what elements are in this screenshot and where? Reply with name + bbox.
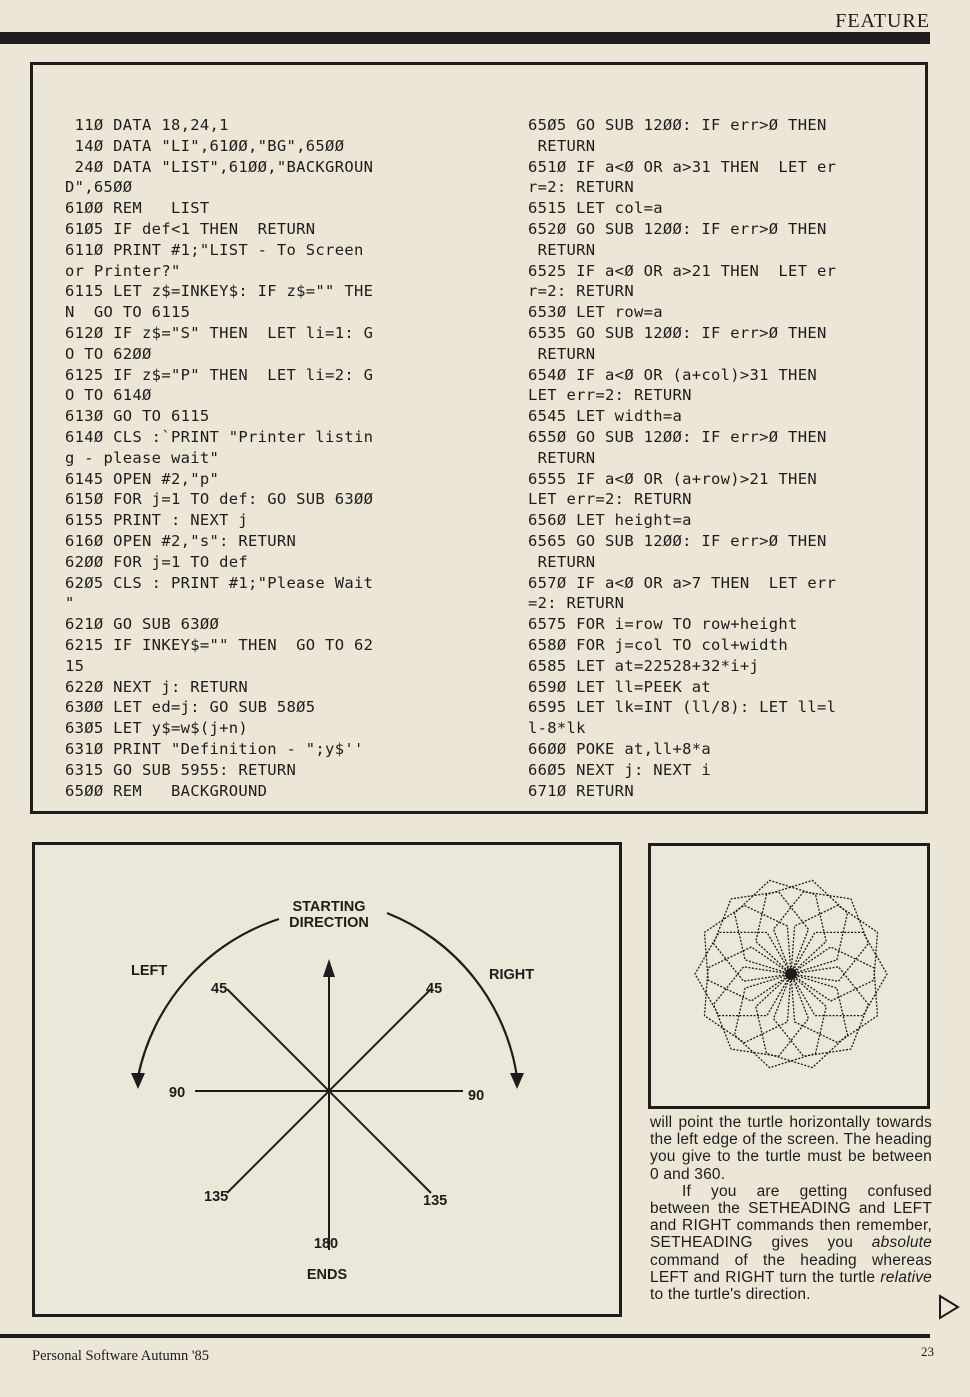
spirograph-pattern-image (651, 846, 927, 1106)
right-arc-arrow-icon (510, 1073, 524, 1089)
code-line: 652Ø GO SUB 12ØØ: IF err>Ø THEN (528, 219, 827, 238)
code-line: RETURN (528, 136, 596, 155)
code-line: 65Ø5 GO SUB 12ØØ: IF err>Ø THEN (528, 116, 827, 134)
code-line: LET err=2: RETURN (528, 490, 692, 509)
code-line: 6535 GO SUB 12ØØ: IF err>Ø THEN (528, 323, 827, 342)
up-arrow-icon (323, 959, 335, 977)
code-line: 611Ø PRINT #1;"LIST - To Screen (65, 240, 364, 259)
page-number: 23 (921, 1344, 934, 1359)
article-text (650, 1114, 932, 1303)
left-label: LEFT (131, 963, 168, 979)
code-line: 655Ø GO SUB 12ØØ: IF err>Ø THEN (528, 427, 827, 446)
label-90-left: 90 (169, 1085, 186, 1101)
code-line: 659Ø LET ll=PEEK at (528, 677, 712, 696)
code-line: 62Ø5 CLS : PRINT #1;"Please Wait (65, 573, 374, 592)
top-rule (0, 32, 930, 44)
turtle-pattern-picture (648, 843, 930, 1109)
left-arc (138, 919, 279, 1077)
code-line: 6515 LET col=a (528, 199, 663, 218)
code-line: 63Ø5 LET y$=w$(j+n) (65, 719, 249, 738)
code-line: 658Ø FOR j=col TO col+width (528, 635, 789, 654)
label-90-right: 90 (468, 1088, 485, 1104)
code-line: r=2: RETURN (528, 282, 634, 301)
code-line: 15 (65, 656, 85, 675)
code-line: 614Ø CLS :`PRINT "Printer listin (65, 427, 374, 446)
label-180: 180 (313, 1236, 339, 1252)
code-line: g - please wait" (65, 448, 220, 467)
label-135-left: 135 (204, 1189, 229, 1205)
right-label: RIGHT (489, 967, 535, 983)
code-line: 616Ø OPEN #2,"s": RETURN (65, 531, 297, 550)
code-line: 11Ø DATA 18,24,1 (65, 116, 229, 134)
code-line: 6525 IF a<Ø OR a>21 THEN LET er (528, 261, 837, 280)
code-line: RETURN (528, 448, 596, 467)
bottom-rule (0, 1334, 930, 1338)
turtle-direction-diagram (32, 842, 622, 1317)
code-line: 654Ø IF a<Ø OR (a+col)>31 THEN (528, 365, 817, 384)
left-arc-arrow-icon (131, 1073, 145, 1089)
code-line: 6145 OPEN #2,"p" (65, 469, 220, 488)
code-line: RETURN (528, 552, 596, 571)
code-line: LET err=2: RETURN (528, 386, 692, 405)
ends-label: ENDS (306, 1267, 348, 1283)
code-line: 6155 PRINT : NEXT j (65, 511, 249, 530)
code-line: 653Ø LET row=a (528, 303, 663, 322)
triangle-right-icon (938, 1294, 960, 1320)
code-line: 6215 IF INKEY$="" THEN GO TO 62 (65, 635, 374, 654)
pattern-center (785, 968, 797, 980)
p2-text-b: command of the heading whereas LEFT and RIGHT turn the turtle (650, 1251, 932, 1286)
code-line: 657Ø IF a<Ø OR a>7 THEN LET err (528, 573, 837, 592)
code-line: 621Ø GO SUB 63ØØ (65, 615, 220, 634)
starting-direction-label-2: DIRECTION (289, 915, 369, 931)
article-paragraph-1: will point the turtle horizontally towards the left edge of the screen. The heading you give to the turtle must be between 0 and 360. (650, 1114, 932, 1183)
code-line: 6565 GO SUB 12ØØ: IF err>Ø THEN (528, 531, 827, 550)
code-line: N GO TO 6115 (65, 303, 191, 322)
code-line: 61ØØ REM LIST (65, 199, 210, 218)
code-line: 65ØØ REM BACKGROUND (65, 781, 268, 800)
code-line: 63ØØ LET ed=j: GO SUB 58Ø5 (65, 698, 316, 717)
pattern-polygon (791, 932, 887, 1015)
code-line: O TO 62ØØ (65, 344, 152, 363)
code-line: 6125 IF z$="P" THEN LET li=2: G (65, 365, 374, 384)
label-45-right: 45 (426, 981, 443, 997)
code-line: 6595 LET lk=INT (ll/8): LET ll=l (528, 698, 837, 717)
code-line: 62ØØ FOR j=1 TO def (65, 552, 249, 571)
code-line: 671Ø RETURN (528, 781, 634, 800)
feature-label: FEATURE (835, 10, 930, 32)
code-line: 631Ø PRINT "Definition - ";y$'' (65, 739, 364, 758)
code-line: 615Ø FOR j=1 TO def: GO SUB 63ØØ (65, 490, 374, 509)
article-paragraph-2 (650, 1183, 932, 1303)
code-line: O TO 614Ø (65, 386, 152, 405)
code-listing-box (30, 62, 928, 814)
code-line: 14Ø DATA "LI",61ØØ,"BG",65ØØ (65, 136, 345, 155)
code-line: 613Ø GO TO 6115 (65, 407, 210, 426)
code-line: 656Ø LET height=a (528, 511, 692, 530)
p2-text-c: to the turtle's direction. (650, 1286, 811, 1304)
code-line: =2: RETURN (528, 594, 625, 613)
code-line: D",65ØØ (65, 178, 133, 197)
diagram-svg (35, 845, 619, 1314)
code-line: 651Ø IF a<Ø OR a>31 THEN LET er (528, 157, 837, 176)
code-line: 6545 LET width=a (528, 407, 683, 426)
code-column-right (528, 115, 836, 801)
code-line: r=2: RETURN (528, 178, 634, 197)
label-135-right: 135 (423, 1193, 448, 1209)
code-line: 622Ø NEXT j: RETURN (65, 677, 249, 696)
code-line: 612Ø IF z$="S" THEN LET li=1: G (65, 323, 374, 342)
code-line: or Printer?" (65, 261, 181, 280)
code-line: 6315 GO SUB 5955: RETURN (65, 760, 297, 779)
pattern-polygon (695, 932, 791, 1015)
code-line: 6115 LET z$=INKEY$: IF z$="" THE (65, 282, 374, 301)
code-column-left (65, 115, 373, 801)
code-line: 6575 FOR i=row TO row+height (528, 615, 798, 634)
code-line: " (65, 594, 75, 613)
code-line: 6585 LET at=22528+32*i+j (528, 656, 760, 675)
code-line: 66ØØ POKE at,ll+8*a (528, 739, 712, 758)
code-line: l-8*lk (528, 719, 586, 738)
starting-direction-label-1: STARTING (292, 899, 366, 915)
p2-emphasis-relative: relative (880, 1268, 932, 1286)
p2-text-a: If you are getting confused between the SETHEADING and LEFT and RIGHT commands then remember, SETHEADING gives you (650, 1182, 932, 1252)
p2-emphasis-absolute: absolute (871, 1234, 932, 1252)
code-line: 66Ø5 NEXT j: NEXT i (528, 760, 712, 779)
right-arc (387, 913, 517, 1077)
code-line: RETURN (528, 240, 596, 259)
code-line: 6555 IF a<Ø OR (a+row)>21 THEN (528, 469, 817, 488)
code-line: 24Ø DATA "LIST",61ØØ,"BACKGROUN (65, 157, 374, 176)
label-45-left: 45 (211, 981, 228, 997)
footer-magazine: Personal Software Autumn '85 (32, 1348, 209, 1364)
code-line: RETURN (528, 344, 596, 363)
code-line: 61Ø5 IF def<1 THEN RETURN (65, 219, 316, 238)
